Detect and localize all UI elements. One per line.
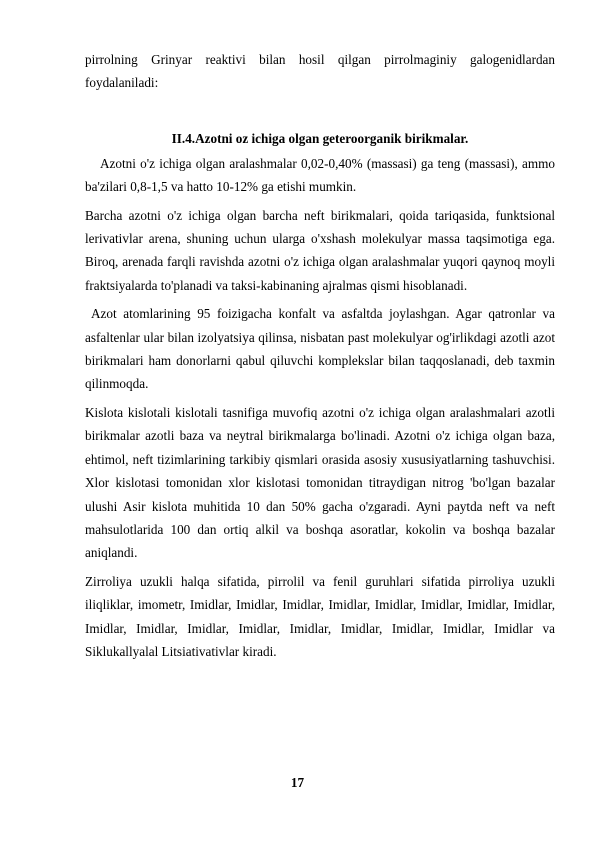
- paragraph-1: Azotni o'z ichiga olgan aralashmalar 0,02-0,40% (massasi) ga teng (massasi), ammo ba'zilari 0,8-1,5 va hatto 10-12% ga etishi mumkin.: [85, 155, 555, 195]
- paragraph-5: Zirroliya uzukli halqa sifatida, pirrolil va fenil guruhlari sifatida pirroliya uzukli iliqliklar, imometr, Imidlar, Imidlar, Imidlar, Imidlar, Imidlar, Imidlar, Imidlar, Imidlar, Imidlar, Imidlar, Imidlar, Imidlar, Imidlar, Imidlar, Imidlar, Imidlar, Imidlar va Siklukallyalal Litsiativativlar kiradi.: [85, 573, 555, 659]
- section-heading: II.4.Azotni oz ichiga olgan geteroorganik birikmalar.: [171, 130, 469, 146]
- paragraph-4: Kislota kislotali kislotali tasnifiga muvofiq azotni o'z ichiga olgan aralashmalari azotli birikmalar azotli baza va neytral birikmalarga bo'linadi. Azotni o'z ichiga olgan baza, ehtimol, neft tizimlarining tarkibiy qismlari orasida asosiy xususiyatlarning tashuvchisi. Xlor kislotasi tomonidan xlor kislotasi tomonidan titraydigan nitrog 'bo'lgan bazalar ulushi Asir kislota muhitida 10 dan 50% gacha o'zgaradi. Ayni paytda neft va neft mahsulotlarida 100 dan ortiq alkil va boshqa asoratlar, kokolin va boshqa bazalar aniqlandi.: [85, 404, 555, 561]
- paragraph-2: Barcha azotni o'z ichiga olgan barcha neft birikmalari, qoida tariqasida, funktsional lerivativlar arena, shuning uchun ularga o'xshash molekulyar massa taqsimotiga ega. Biroq, arenada farqli ravishda azotni o'z ichiga olgan aralashmalar yuqori qaynoq moyli fraktsiyalarda to'planadi va taksi-kabinaning ajralmas qismi hisoblanadi.: [85, 207, 555, 293]
- document-page: [85, 48, 555, 663]
- paragraph-3: Azot atomlarining 95 foizigacha konfalt va asfaltda joylashgan. Agar qatronlar va asfaltenlar ular bilan izolyatsiya qilinsa, nisbatan past molekulyar og'irlikdagi azotli azot birikmalari ham donorlarni qabul qiluvchi komplekslar bilan taqqoslanadi, deb taxmin qilinmoqda.: [85, 306, 555, 392]
- intro-paragraph: pirrolning Grinyar reaktivi bilan hosil qilgan pirrolmaginiy galogenidlardan foydalaniladi:: [85, 52, 555, 91]
- page-number: 17: [290, 775, 305, 790]
